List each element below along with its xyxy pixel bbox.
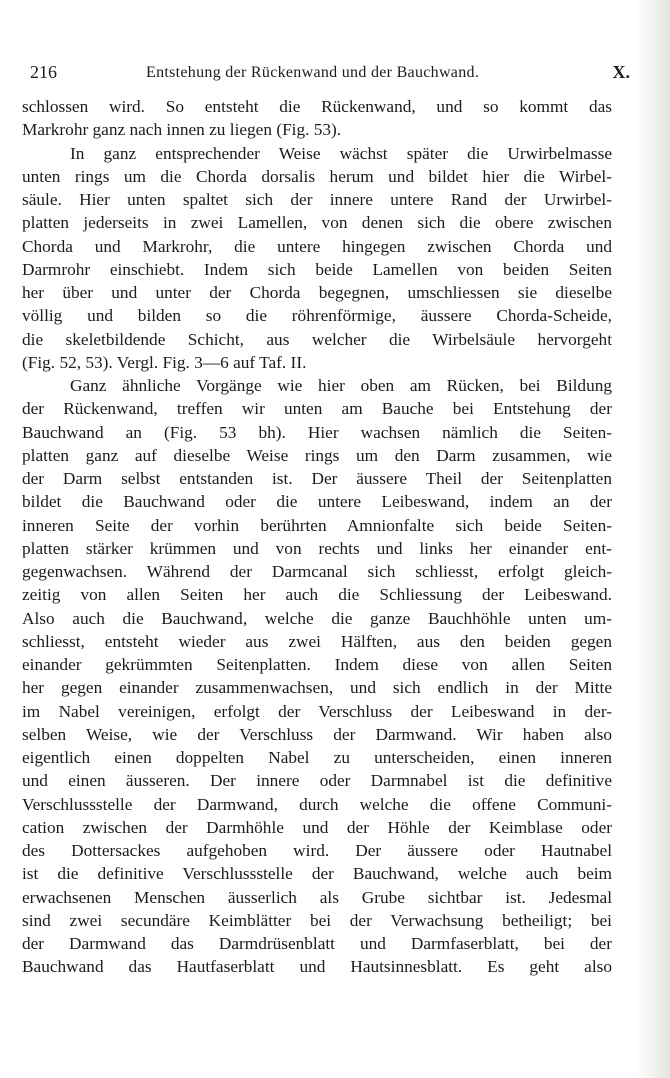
text-line: der Darm selbst entstanden ist. Der äussere Theil der Seitenplatten: [22, 469, 612, 488]
text-line: selben Weise, wie der Verschluss der Darmwand. Wir haben also: [22, 724, 612, 744]
text-line: zeitig von allen Seiten her auch die Schliessung der Leibeswand.: [22, 585, 612, 605]
text-line: bildet die Bauchwand oder die untere Leibeswand, indem an der: [22, 492, 612, 512]
text-line: des Dottersackes aufgehoben wird. Der äussere oder Hautnabel: [22, 841, 612, 860]
text-line: Darmrohr einschiebt. Indem sich beide Lamellen von beiden Seiten: [22, 259, 612, 279]
text-line: Bauchwand das Hautfaserblatt und Hautsinnesblatt. Es geht also: [22, 957, 612, 977]
page-edge-shadow: [636, 0, 670, 1078]
text-line: die skeletbildende Schicht, aus welcher die Wirbelsäule hervorgeht: [22, 329, 612, 349]
text-line: eigentlich einen doppelten Nabel zu unterscheiden, einen inneren: [22, 748, 612, 767]
running-title: Entstehung der Rückenwand und der Bauchwand.: [146, 64, 480, 81]
text-line: einander gekrümmten Seitenplatten. Indem diese von allen Seiten: [22, 655, 612, 674]
text-line: gegenwachsen. Während der Darmcanal sich schliesst, erfolgt gleich-: [22, 562, 612, 581]
text-line: inneren Seite der vorhin berührten Amnionfalte sich beide Seiten-: [22, 515, 612, 535]
body-text: [22, 95, 612, 979]
text-line: völlig und bilden so die röhrenförmige, äussere Chorda-Scheide,: [22, 306, 612, 326]
text-line: im Nabel vereinigen, erfolgt der Verschluss der Leibeswand in der-: [22, 701, 612, 721]
text-line: cation zwischen der Darmhöhle und der Höhle der Keimblase oder: [22, 817, 612, 837]
text-line: der Darmwand das Darmdrüsenblatt und Darmfaserblatt, bei der: [22, 934, 612, 953]
text-line: (Fig. 52, 53). Vergl. Fig. 3—6 auf Taf. II.: [22, 352, 307, 372]
page-number: 216: [30, 62, 57, 82]
text-line: Markrohr ganz nach innen zu liegen (Fig. 53).: [22, 120, 342, 140]
text-line: unten rings um die Chorda dorsalis herum und bildet hier die Wirbel-: [22, 166, 612, 186]
page-header: [30, 62, 630, 88]
text-line: sind zwei secundäre Keimblätter bei der Verwachsung betheiligt; bei: [22, 910, 612, 930]
text-line: Bauchwand an (Fig. 53 bh). Hier wachsen nämlich die Seiten-: [22, 422, 612, 442]
text-line: platten jederseits in zwei Lamellen, von denen sich die obere zwischen: [22, 213, 612, 233]
text-line: In ganz entsprechender Weise wächst später die Urwirbelmasse: [70, 143, 612, 163]
text-line: erwachsenen Menschen äusserlich als Grube sichtbar ist. Jedesmal: [22, 887, 612, 907]
text-line: säule. Hier unten spaltet sich der innere untere Rand der Urwirbel-: [22, 190, 612, 209]
text-line: platten stärker krümmen und von rechts und links her einander ent-: [22, 538, 612, 558]
text-line: schliesst, entsteht wieder aus zwei Hälften, aus den beiden gegen: [22, 631, 612, 651]
text-line: Ganz ähnliche Vorgänge wie hier oben am Rücken, bei Bildung: [70, 376, 612, 395]
text-line: ist die definitive Verschlussstelle der Bauchwand, welche auch beim: [22, 864, 612, 884]
chapter-number: X.: [612, 62, 630, 82]
text-line: schlossen wird. So entsteht die Rückenwand, und so kommt das: [22, 97, 612, 116]
text-line: her über und unter der Chorda begegnen, umschliessen sie dieselbe: [22, 283, 612, 302]
text-line: platten ganz auf dieselbe Weise rings um den Darm zusammen, wie: [22, 445, 612, 465]
text-line: her gegen einander zusammenwachsen, und sich endlich in der Mitte: [22, 678, 612, 698]
text-line: Chorda und Markrohr, die untere hingegen zwischen Chorda und: [22, 236, 612, 256]
text-line: Verschlussstelle der Darmwand, durch welche die offene Communi-: [22, 794, 612, 814]
text-line: der Rückenwand, treffen wir unten am Bauche bei Entstehung der: [22, 399, 612, 419]
text-line: Also auch die Bauchwand, welche die ganze Bauchhöhle unten um-: [22, 608, 612, 628]
text-line: und einen äusseren. Der innere oder Darmnabel ist die definitive: [22, 771, 612, 791]
